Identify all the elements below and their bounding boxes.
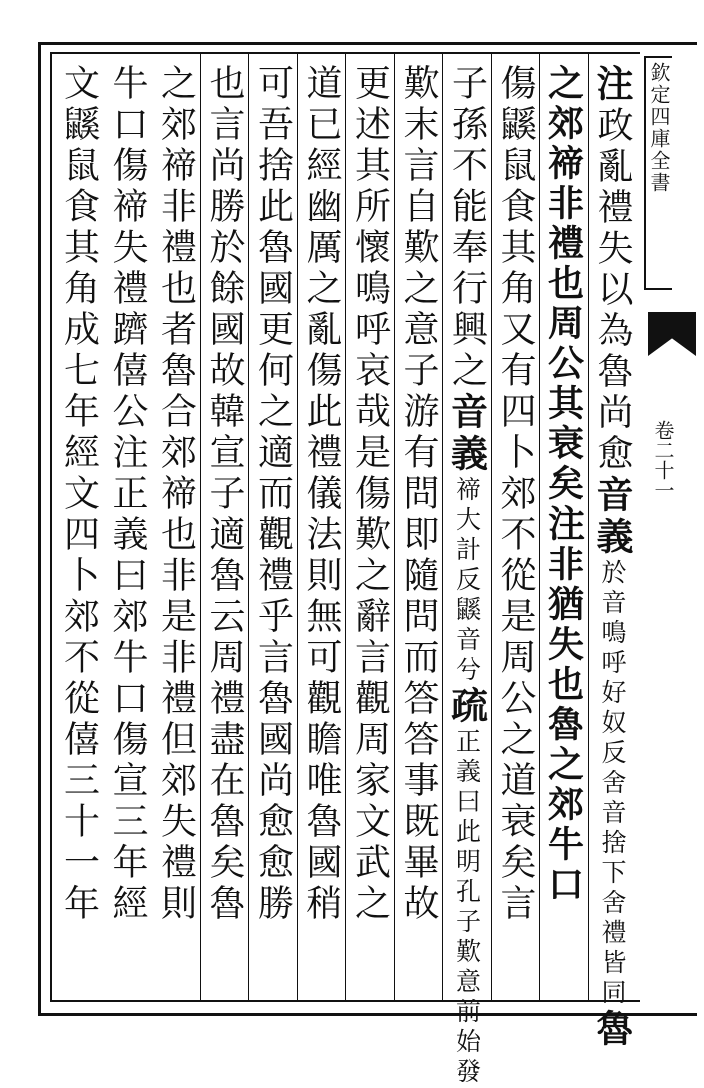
main-text: 道已經幽厲之亂傷此禮儀法則無可觀瞻唯魯國稍 — [301, 64, 342, 925]
annotation-text: 正義曰此明孔子歎意前始發 — [452, 728, 482, 1088]
text-column-3 — [495, 64, 536, 994]
book-title-header: 欽定四庫全書 — [647, 62, 671, 194]
section-marker: 注 — [541, 504, 586, 545]
text-column-9 — [204, 64, 245, 994]
section-marker: 疏 — [444, 686, 489, 728]
text-column-1 — [590, 64, 634, 1051]
annotation-text: 於音鳴呼好奴反舍音捨下舍禮皆同 — [598, 559, 627, 1009]
main-text: 子孫不能奉行興之 — [446, 64, 488, 392]
main-text: 牛口傷禘失禮躋僖公注正義曰郊牛口傷宣三年經 — [107, 64, 148, 925]
text-column-12 — [58, 64, 99, 994]
main-text: 傷鼷鼠食其角又有四卜郊不從是周公之道衰矣言 — [495, 64, 536, 925]
column-rule — [491, 52, 492, 1000]
text-column-2 — [543, 64, 584, 994]
text-column-10 — [155, 64, 196, 994]
main-text: 政亂禮失以為魯尚愈 — [592, 106, 633, 475]
column-rule — [394, 52, 395, 1000]
main-text: 文鼷鼠食其角成七年經文四卜郊不從僖三十一年 — [58, 64, 100, 925]
column-rule — [248, 52, 249, 1000]
column-rule — [345, 52, 346, 1000]
section-marker: 注 — [590, 64, 634, 106]
inner-rule-bottom — [50, 1000, 640, 1002]
annotation-text: 禘大計反鼷音兮 — [452, 476, 482, 686]
text-column-6 — [349, 64, 390, 994]
text-column-4 — [444, 64, 489, 1088]
main-text: 更述其所懷鳴呼哀哉是傷歎之辭言觀周家文武之 — [349, 64, 391, 925]
column-rule — [539, 52, 540, 1000]
section-marker: 音義 — [444, 392, 489, 476]
main-text: 之郊禘非禮也周公其衰矣 — [542, 64, 585, 504]
main-text: 歎末言自歎之意子游有問即隨問而答答事既畢故 — [398, 64, 439, 925]
main-text: 可吾捨此魯國更何之適而觀禮乎言魯國尚愈愈勝 — [252, 64, 294, 925]
text-column-7 — [301, 64, 342, 994]
text-column-5 — [398, 64, 439, 994]
column-rule — [200, 52, 201, 1000]
chapter-number: 卷二十一 — [651, 420, 675, 500]
column-rule — [442, 52, 443, 1000]
text-column-11 — [107, 64, 148, 994]
inner-rule-left — [50, 52, 52, 1002]
main-text: 也言尚勝於餘國故韓宣子適魯云周禮盡在魯矣魯 — [204, 64, 245, 925]
main-text: 之郊禘非禮也者魯合郊禘也非是非禮但郊失禮則 — [155, 64, 197, 925]
section-marker: 魯 — [590, 1009, 634, 1051]
text-column-8 — [252, 64, 293, 994]
column-rule — [297, 52, 298, 1000]
section-marker: 音義 — [590, 475, 634, 559]
column-rule — [588, 52, 589, 1000]
main-text: 非猶失也魯之郊牛口 — [542, 545, 585, 905]
